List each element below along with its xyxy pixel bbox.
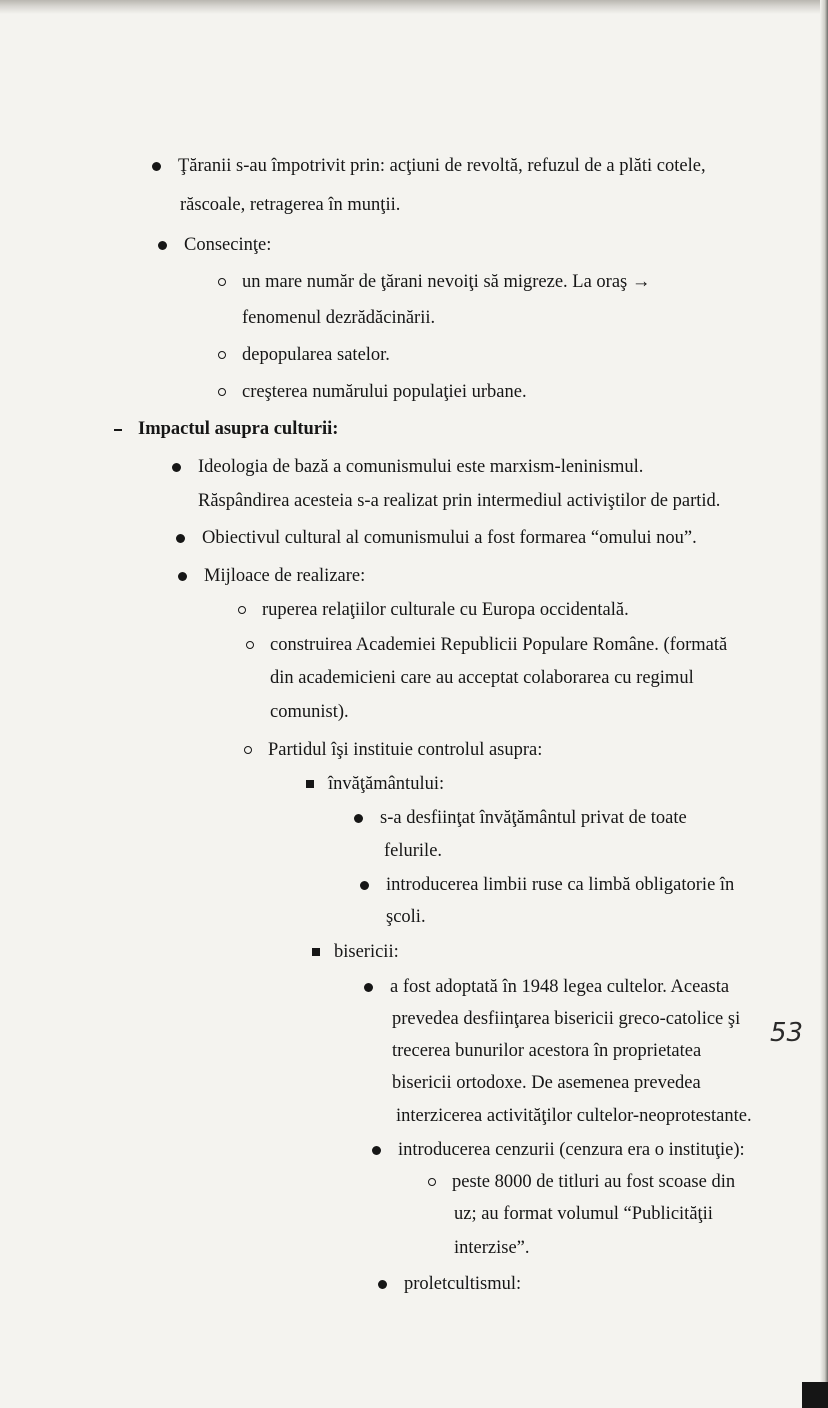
text: Partidul îşi instituie controlul asupra: [268, 740, 543, 760]
scan-corner-shadow [802, 1382, 828, 1408]
text-line: uz; au format volumul “Publicităţii [454, 1204, 713, 1224]
square-bullet-church [334, 940, 399, 964]
text-line: răscoale, retragerea în munţii. [180, 195, 401, 215]
text-line: interzicerea activităţilor cultelor-neoprotestante. [396, 1106, 752, 1126]
text: ruperea relaţiilor culturale cu Europa occidentală. [262, 600, 629, 620]
text: construirea Academiei Republicii Populare Române. (formată [270, 635, 728, 655]
text-line: din academicieni care au acceptat colaborarea cu regimul [270, 668, 694, 688]
text-line: prevedea desfiinţarea bisericii greco-catolice şi [392, 1009, 741, 1029]
scan-top-edge [0, 0, 828, 14]
text: Obiectivul cultural al comunismului a fost formarea “omului nou”. [202, 528, 697, 548]
text: depopularea satelor. [242, 345, 390, 365]
text: învăţământului: [328, 774, 445, 794]
text: Ideologia de bază a comunismului este marxism-leninismul. [198, 457, 644, 477]
text: Mijloace de realizare: [204, 566, 366, 586]
text: creşterea numărului populaţiei urbane. [242, 382, 527, 402]
text-line: şcoli. [386, 907, 426, 927]
text: a fost adoptată în 1948 legea cultelor. Aceasta [390, 977, 730, 997]
text-line: fenomenul dezrădăcinării. [242, 308, 436, 328]
bullet-cultural-objective [202, 526, 697, 550]
text: introducerea limbii ruse ca limbă obligatorie în [386, 875, 735, 895]
sub-bullet-party-control [268, 738, 542, 762]
sub-bullet-depopulation [242, 343, 390, 367]
text: introducerea cenzurii (cenzura era o instituţie): [398, 1140, 745, 1160]
sub-bullet-migration [242, 270, 650, 294]
text: un mare număr de ţărani nevoiţi să migreze. La oraş → [242, 272, 651, 292]
text-line: Răspândirea acesteia s-a realizat prin intermediul activiştilor de partid. [198, 491, 721, 511]
sub-bullet-academy [270, 633, 727, 657]
text-line: comunist). [270, 702, 349, 722]
page-number: 53 [770, 1018, 804, 1048]
text-line: felurile. [384, 841, 443, 861]
text: proletcultismul: [404, 1274, 522, 1294]
text-line: interzise”. [454, 1238, 530, 1258]
bullet-proletcultism [404, 1272, 521, 1296]
text-line: bisericii ortodoxe. De asemenea prevedea [392, 1073, 701, 1093]
text: bisericii: [334, 942, 399, 962]
bullet-peasants-resistance: Ţăranii s-au împotrivit prin: acţiuni de revoltă, refuzul de a plăti cotele, [178, 156, 706, 176]
bullet-private-education [380, 806, 687, 830]
sub-bullet-urban-growth [242, 380, 527, 404]
bullet-means [204, 564, 365, 588]
sub-bullet-banned-titles [452, 1170, 735, 1194]
text-line: trecerea bunurilor acestora în proprietatea [392, 1041, 702, 1061]
bullet-censorship [398, 1138, 745, 1162]
scan-right-edge [820, 0, 828, 1408]
bullet-consequences: Consecinţe: [184, 235, 272, 255]
bullet-law-of-cults [390, 975, 729, 999]
text: peste 8000 de titluri au fost scoase din [452, 1172, 736, 1192]
bullet-ideology [198, 455, 643, 479]
bullet-russian-language [386, 873, 734, 897]
square-bullet-education [328, 772, 444, 796]
sub-bullet-rupture [262, 598, 629, 622]
heading-text: Impactul asupra culturii: [138, 419, 339, 439]
text: s-a desfiinţat învăţământul privat de toate [380, 808, 687, 828]
section-heading-culture [138, 417, 338, 441]
